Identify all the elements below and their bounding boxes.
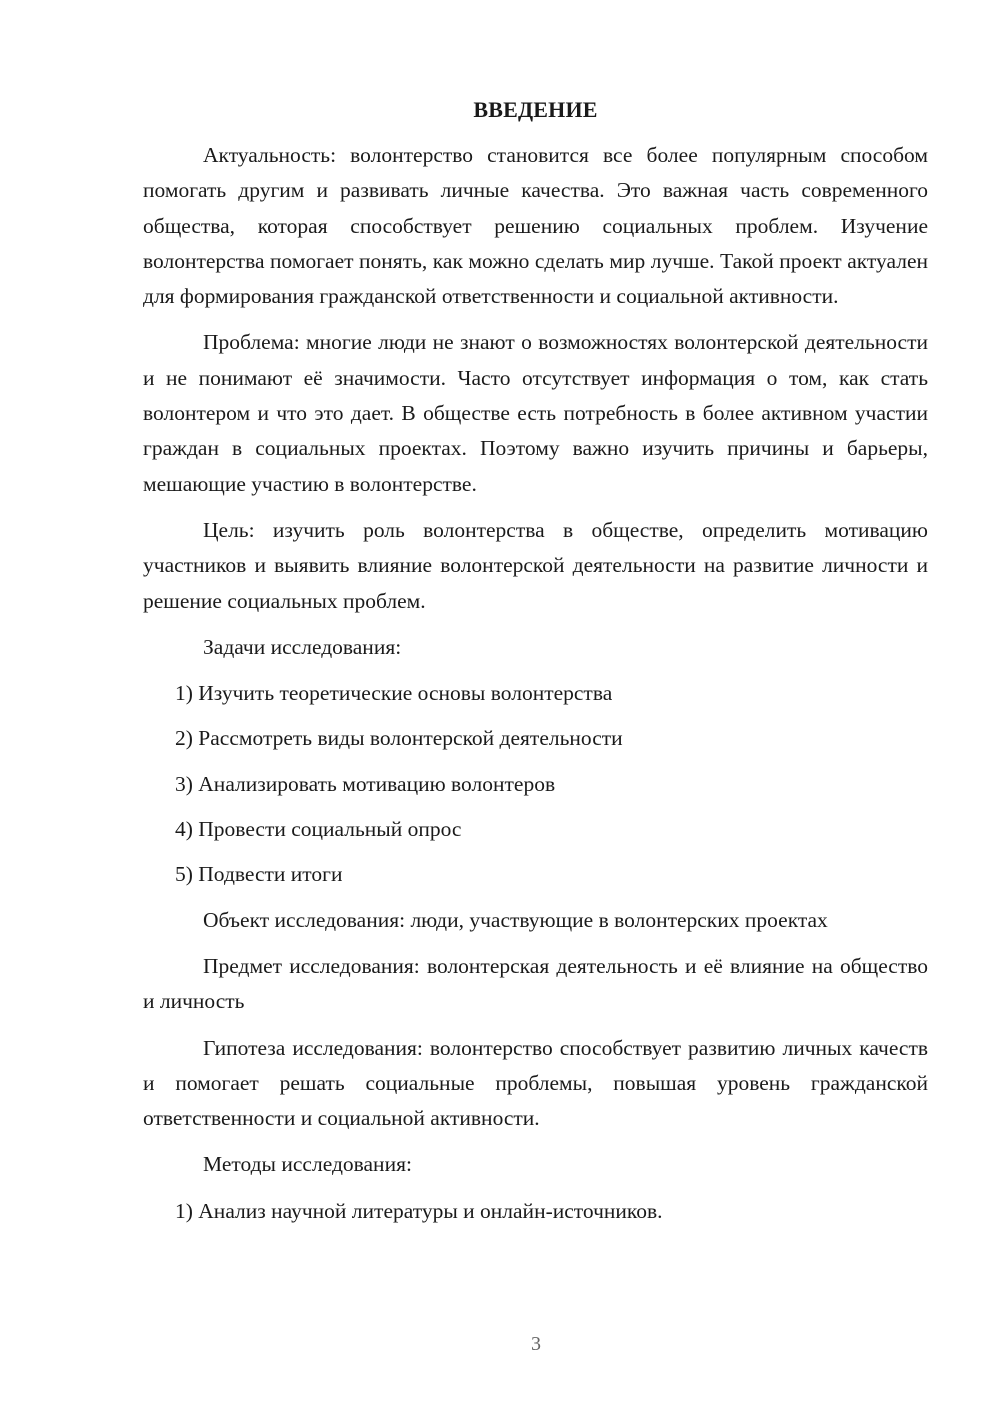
hypothesis-paragraph: Гипотеза исследования: волонтерство способствует развитию личных качеств и помогает решать социальные проблемы, повышая уровень гражданской ответственности и социальной активности. <box>143 1035 928 1131</box>
tasks-title: Задачи исследования: <box>203 634 402 659</box>
list-item: 3) Анализировать мотивацию волонтеров <box>175 771 556 796</box>
subject-paragraph: Предмет исследования: волонтерская деятельность и её влияние на общество и личность <box>143 953 928 1014</box>
list-item: 2) Рассмотреть виды волонтерской деятельности <box>175 726 623 751</box>
relevance-paragraph: Актуальность: волонтерство становится все более популярным способом помогать другим и развивать личные качества. Это важная часть современного общества, которая способствует решению социальных проблем. Изучение волонтерства помогает понять, как можно сделать мир лучше. Такой проект актуален для формирования гражданской ответственности и социальной активности. <box>143 143 928 309</box>
list-item: 1) Изучить теоретические основы волонтерства <box>175 681 613 706</box>
page-title: ВВЕДЕНИЕ <box>473 97 598 122</box>
page-number: 3 <box>531 1333 541 1355</box>
list-item: 4) Провести социальный опрос <box>175 817 462 842</box>
methods-list <box>143 1194 928 1229</box>
methods-title: Методы исследования: <box>203 1152 412 1177</box>
problem-paragraph: Проблема: многие люди не знают о возможностях волонтерской деятельности и не понимают её значимости. Часто отсутствует информация о том, как стать волонтером и что это дает. В обществе есть потребность в более активном участии граждан в социальных проектах. Поэтому важно изучить причины и барьеры, мешающие участию в волонтерстве. <box>143 330 928 496</box>
document-page <box>143 94 928 1239</box>
goal-paragraph: Цель: изучить роль волонтерства в обществе, определить мотивацию участников и выявить влияние волонтерской деятельности на развитие личности и решение социальных проблем. <box>143 517 928 613</box>
tasks-list <box>143 676 928 892</box>
list-item: 1) Анализ научной литературы и онлайн-источников. <box>175 1198 663 1223</box>
object-paragraph: Объект исследования: люди, участвующие в волонтерских проектах <box>203 907 828 932</box>
list-item: 5) Подвести итоги <box>175 862 343 887</box>
